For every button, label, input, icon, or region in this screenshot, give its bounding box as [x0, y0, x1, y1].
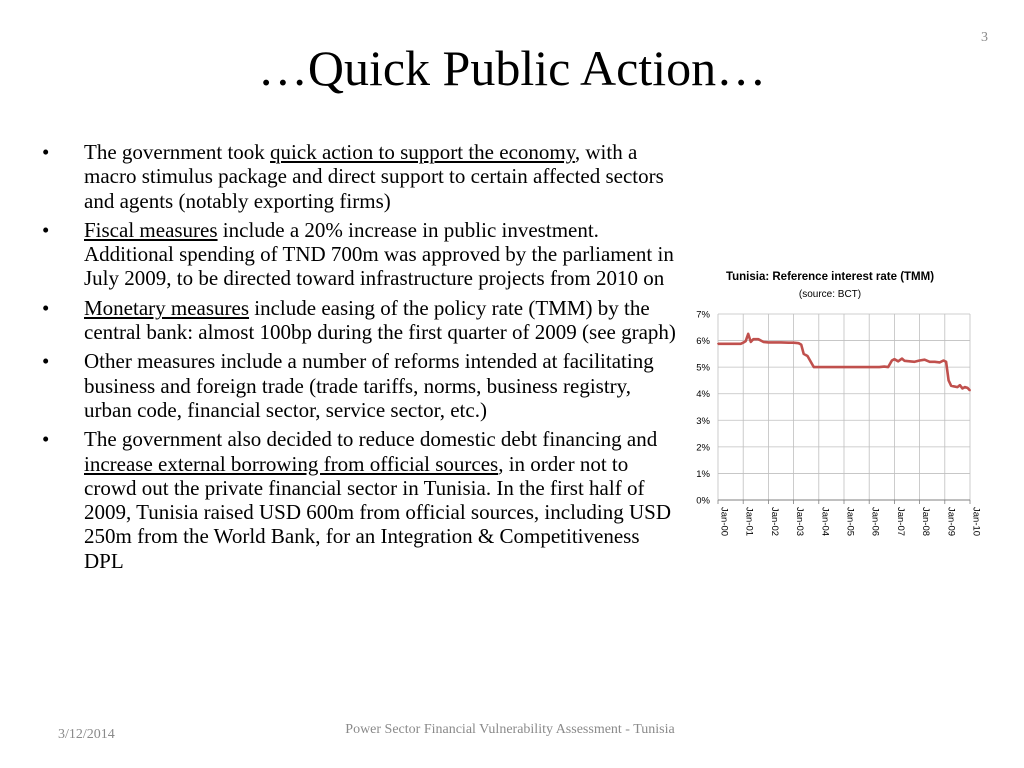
bullet-link[interactable]: quick action to support the economy	[270, 140, 575, 164]
data-point	[897, 360, 899, 362]
x-tick-label: Jan-03	[794, 507, 806, 537]
x-tick-label: Jan-00	[718, 507, 730, 537]
slide-number: 3	[981, 30, 988, 45]
data-point	[730, 343, 732, 345]
data-point	[800, 344, 802, 346]
data-point	[747, 333, 749, 335]
x-tick-label: Jan-02	[768, 507, 780, 537]
data-point	[957, 386, 959, 388]
x-tick-label: Jan-06	[869, 507, 881, 537]
bullet-link[interactable]: increase external borrowing from official sources	[84, 451, 499, 476]
data-point	[803, 353, 805, 355]
y-tick-label: 1%	[696, 468, 710, 480]
data-point	[813, 366, 815, 368]
y-tick-label: 2%	[696, 442, 710, 454]
data-point	[818, 366, 820, 368]
bullet-item	[40, 296, 680, 345]
bullet-list	[40, 140, 680, 578]
chart-subtitle: (source: BCT)	[798, 289, 862, 300]
data-point	[745, 340, 747, 342]
data-point	[780, 342, 782, 344]
x-tick-label: Jan-04	[819, 507, 831, 537]
data-point	[950, 385, 952, 387]
data-point	[883, 366, 885, 368]
interest-rate-chart	[680, 262, 980, 552]
bullet-icon: •	[42, 217, 50, 242]
bullet-item	[40, 427, 680, 573]
x-tick-label: Jan-10	[970, 507, 982, 537]
data-point	[878, 366, 880, 368]
data-point	[914, 361, 916, 363]
bullet-icon: •	[42, 295, 50, 320]
data-point	[750, 341, 752, 343]
data-point	[953, 385, 955, 387]
y-tick-label: 4%	[696, 389, 710, 401]
data-point	[757, 338, 759, 340]
data-point	[919, 360, 921, 362]
data-point	[843, 366, 845, 368]
data-point	[717, 343, 719, 345]
bullet-link[interactable]: Fiscal measures	[84, 217, 218, 242]
bullet-text: Other measures include a number of reforms intended at facilitating business and foreign trade (trade tariffs, norms, business registry, urban code, financial sector, service sector, etc.)	[84, 349, 654, 422]
bullet-text: , with a macro stimulus package and direct support to certain affected sectors and agents (notably exporting firms)	[84, 140, 664, 213]
data-point	[901, 358, 903, 360]
data-point	[868, 366, 870, 368]
data-point	[943, 360, 945, 362]
data-point	[887, 366, 889, 368]
bullet-text: include a 20% increase in public investment. Additional spending of TND 700m was approved by the parliament in July 2009, to be directed toward infrastructure projects from 2010 on	[84, 217, 674, 291]
data-point	[967, 387, 969, 389]
data-point	[969, 390, 971, 392]
data-point	[962, 388, 964, 390]
data-point	[788, 342, 790, 344]
data-point	[939, 361, 941, 363]
bullet-icon: •	[42, 349, 50, 374]
data-point	[752, 338, 754, 340]
chart-title: Tunisia: Reference interest rate (TMM)	[725, 271, 935, 283]
data-point	[964, 386, 966, 388]
data-point	[909, 360, 911, 362]
bullet-item	[40, 218, 680, 291]
data-point	[929, 361, 931, 363]
data-point	[945, 361, 947, 363]
y-tick-label: 7%	[696, 309, 710, 321]
bullet-text: include easing of the policy rate (TMM) by the central bank: almost 100bp during the first quarter of 2009 (see graph)	[84, 295, 676, 345]
bullet-item	[40, 140, 680, 213]
x-tick-label: Jan-08	[920, 507, 932, 537]
data-point	[891, 360, 893, 362]
data-point	[793, 342, 795, 344]
footer-date: 3/12/2014	[58, 727, 115, 742]
footer-title: Power Sector Financial Vulnerability Assessment - Tunisia	[345, 722, 675, 737]
chart-svg	[680, 262, 980, 552]
data-point	[762, 341, 764, 343]
bullet-link[interactable]: Monetary measures	[84, 295, 250, 320]
x-tick-label: Jan-05	[844, 507, 856, 537]
bullet-icon: •	[42, 140, 50, 164]
x-tick-label: Jan-09	[945, 507, 957, 537]
data-point	[798, 342, 800, 344]
data-point	[959, 384, 961, 386]
bullet-item	[40, 349, 680, 422]
bullet-icon: •	[42, 427, 50, 452]
data-point	[807, 355, 809, 357]
slide-title: …Quick Public Action…	[257, 40, 767, 96]
x-tick-label: Jan-01	[743, 507, 755, 537]
bullet-text: The government took	[84, 140, 271, 164]
y-tick-label: 0%	[696, 495, 710, 507]
data-point	[742, 342, 744, 344]
data-point	[948, 380, 950, 382]
y-tick-label: 3%	[696, 415, 710, 427]
bullet-text: The government also decided to reduce domestic debt financing and	[84, 427, 658, 452]
data-point	[768, 342, 770, 344]
data-point	[894, 358, 896, 360]
data-point	[934, 361, 936, 363]
bullet-text: , in order not to crowd out the private financial sector in Tunisia. In the first half of 2009, Tunisia raised USD 600m from official sources, including USD 250m from the World Bank, for an Integration & Competitiveness DPL	[84, 451, 671, 573]
y-tick-label: 5%	[696, 362, 710, 374]
y-tick-label: 6%	[696, 336, 710, 348]
data-point	[904, 360, 906, 362]
data-point	[740, 343, 742, 345]
x-tick-label: Jan-07	[894, 507, 906, 537]
data-point	[924, 359, 926, 361]
